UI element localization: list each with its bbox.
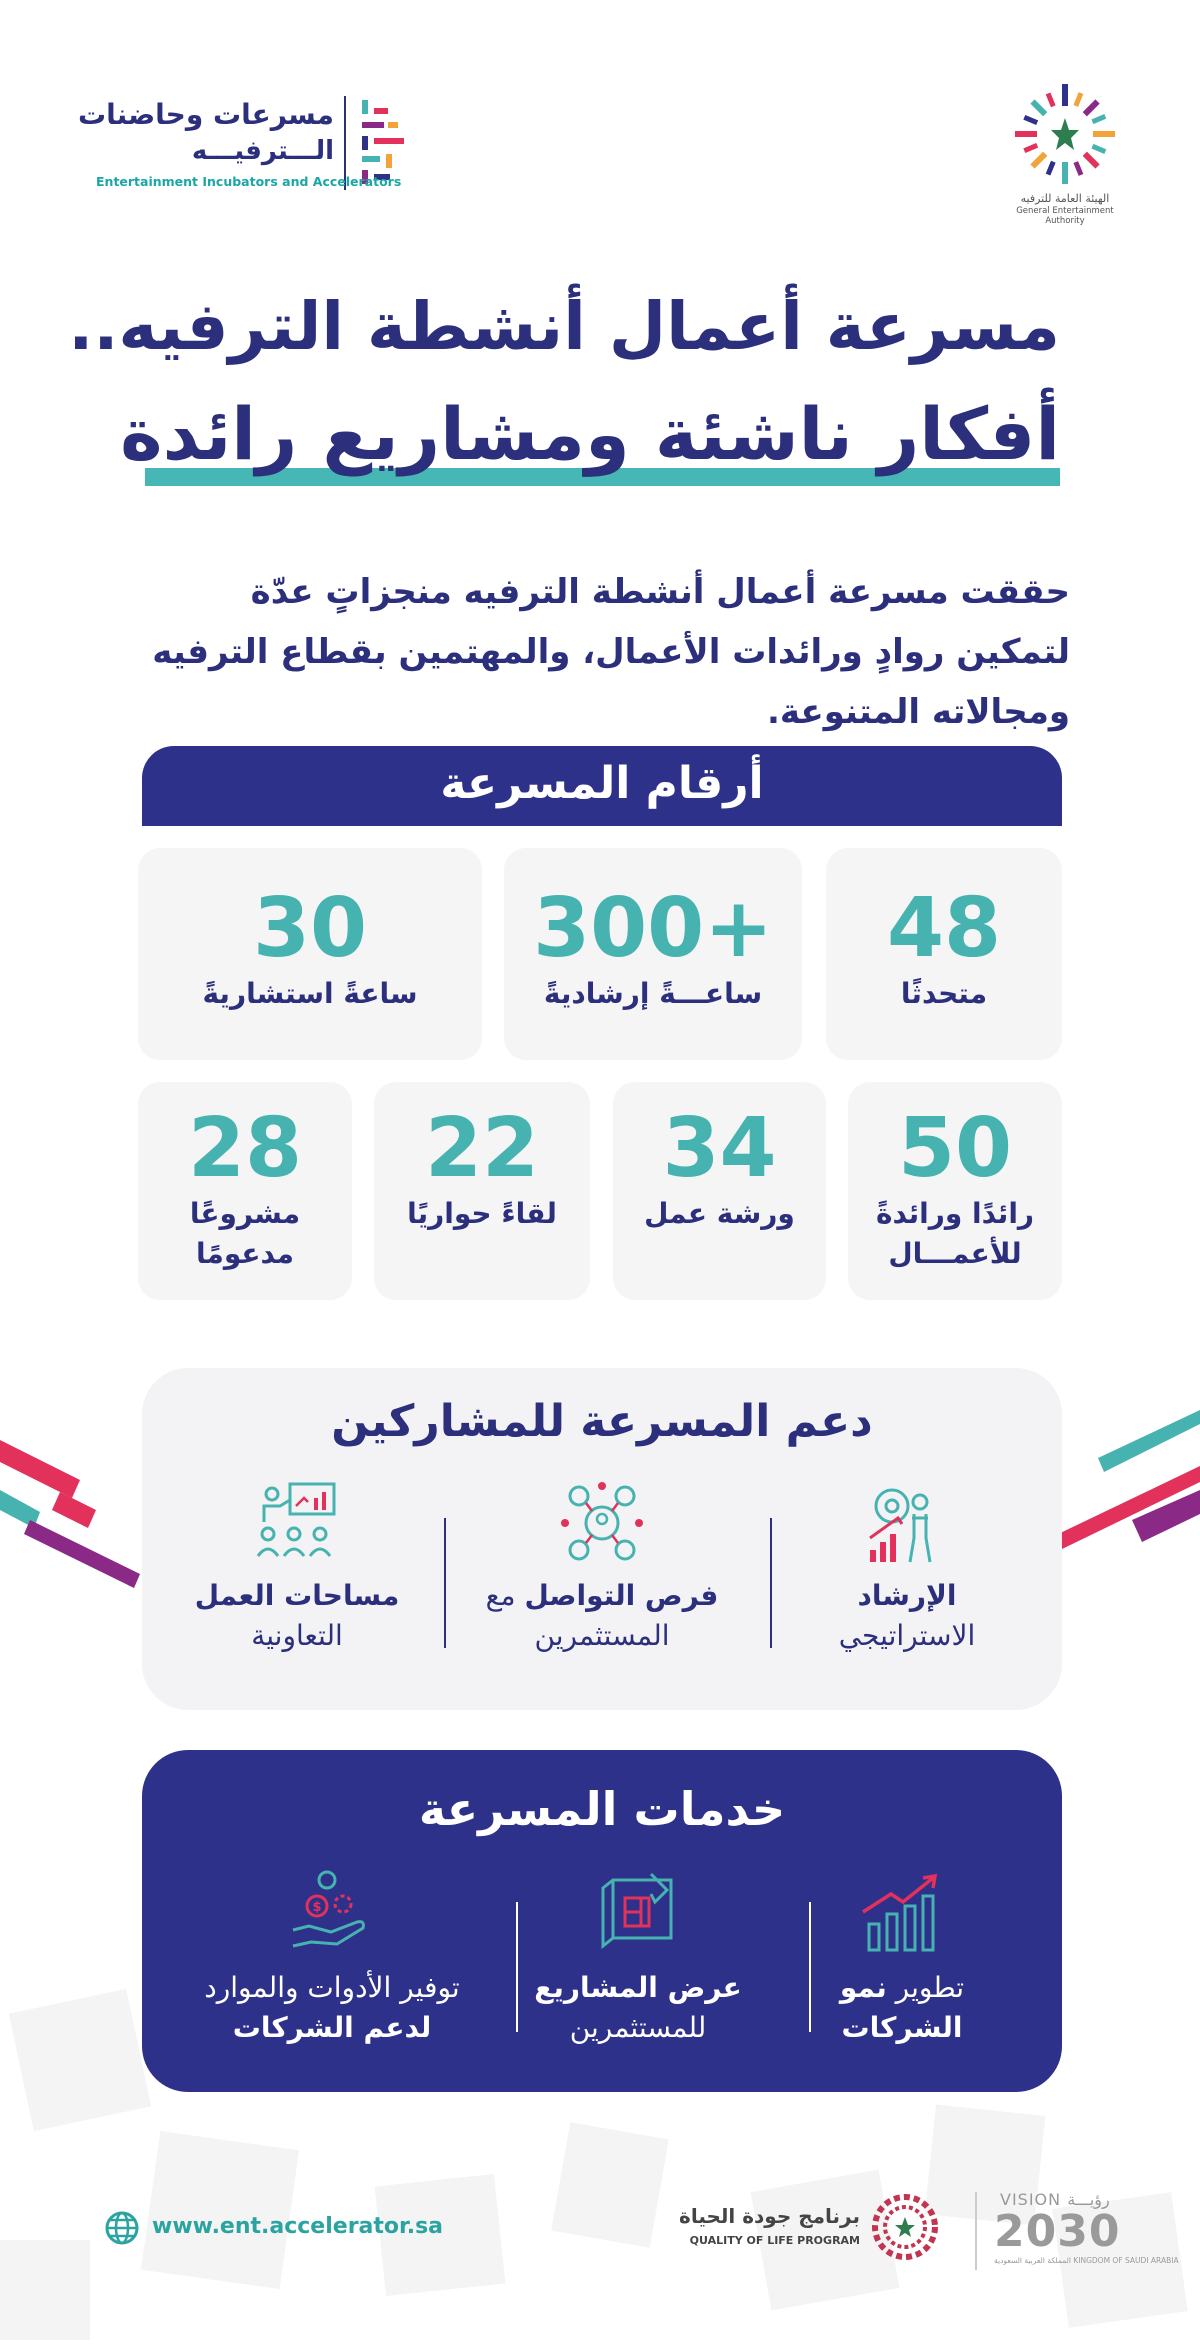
service-item-line1: توفير الأدوات والموارد (204, 1971, 460, 2004)
network-icon (557, 1478, 647, 1568)
service-item-project-showcase (518, 1868, 758, 2048)
stat-value: 30 (252, 881, 368, 976)
gea-logo (1000, 80, 1140, 226)
stat-card-dialogues (374, 1082, 590, 1300)
qol-name-ar: برنامج جودة الحياة (679, 2204, 860, 2228)
stat-card-consulting-hours (138, 848, 482, 1060)
stat-label: للأعمـــال (888, 1237, 1022, 1270)
support-item-line2: التعاونية (251, 1619, 343, 1652)
support-panel (142, 1368, 1062, 1710)
support-item-line1-rest: مع (485, 1579, 525, 1612)
stat-label: ورشة عمل (644, 1197, 795, 1230)
stat-value: 34 (662, 1101, 777, 1196)
globe-icon (104, 2210, 140, 2246)
gea-name-ar: الهيئة العامة للترفيه (1020, 192, 1110, 205)
accelerator-logo (77, 92, 426, 202)
stat-card-mentoring-hours (504, 848, 802, 1060)
strategy-gear-icon (862, 1478, 952, 1568)
stat-label: رائدًا ورائدةً (875, 1197, 1035, 1230)
stat-label: مدعومًا (195, 1237, 295, 1270)
gea-name-en: General Entertainment Authority (1016, 206, 1114, 226)
stat-card-workshops (613, 1082, 826, 1300)
vision-subtitle: المملكة العربية السعودية KINGDOM OF SAUDI ARABIA (994, 2256, 1179, 2265)
left-stripes-decoration (0, 1440, 140, 1590)
stat-card-speakers (826, 848, 1062, 1060)
website-link[interactable] (104, 2210, 444, 2250)
vision-2030-logo (990, 2190, 1179, 2270)
page-title-line2: أفكار ناشئة ومشاريع رائدة (120, 392, 1060, 476)
service-item-company-growth (782, 1868, 1022, 2048)
stat-value: 50 (897, 1101, 1013, 1196)
service-item-line1 (782, 1968, 1022, 2008)
page-title-line1: مسرعة أعمال أنشطة الترفيه.. (68, 288, 1060, 365)
blueprint-icon (593, 1868, 683, 1958)
growth-chart-icon (857, 1868, 947, 1958)
service-item-line1-rest: تطوير (886, 1971, 965, 2004)
support-item-line2: الاستراتيجي (838, 1619, 976, 1652)
stat-label: متحدثًا (900, 977, 988, 1010)
page-title-line2-wrap (120, 392, 1060, 492)
support-item-line1: مساحات العمل (194, 1579, 400, 1612)
stat-card-entrepreneurs (848, 1082, 1062, 1300)
services-panel (142, 1750, 1062, 2092)
services-divider (809, 1902, 811, 2032)
services-divider (516, 1902, 518, 2032)
support-item-line1: الإرشاد (857, 1579, 957, 1612)
gea-emblem-icon (1000, 80, 1130, 190)
service-item-line1: عرض المشاريع (534, 1971, 742, 2004)
stat-value: 22 (424, 1101, 540, 1196)
support-item-investor-networking (467, 1478, 737, 1656)
vision-title: VISION رؤيـــة (1000, 2190, 1110, 2209)
services-title: خدمات المسرعة (418, 1782, 786, 1836)
stat-value: 28 (187, 1101, 303, 1196)
support-item-line2: المستثمرين (534, 1619, 670, 1652)
stat-card-projects (138, 1082, 352, 1300)
stat-label: ساعـــةً إرشاديةً (543, 977, 763, 1010)
stat-label: لقاءً حواريًا (407, 1197, 557, 1230)
presentation-icon (252, 1478, 342, 1568)
footer-divider (975, 2192, 977, 2270)
numbers-section-title: أرقام المسرعة (142, 746, 1062, 826)
support-divider (770, 1518, 772, 1648)
resources-hand-icon (287, 1868, 377, 1958)
support-item-line1-bold: فرص التواصل (524, 1579, 719, 1612)
qol-name-en: QUALITY OF LIFE PROGRAM (689, 2234, 860, 2247)
intro-paragraph: حققت مسرعة أعمال أنشطة الترفيه منجزاتٍ عدّة لتمكين روادٍ ورائدات الأعمال، والمهتمين بقطاع الترفيه ومجالاته المتنوعة. (152, 572, 1070, 732)
support-title: دعم المسرعة للمشاركين (331, 1396, 873, 1447)
quality-of-life-logo (679, 2192, 950, 2262)
service-item-tools-resources (172, 1868, 492, 2048)
stat-value: 48 (886, 881, 1002, 976)
logo-name-en: Entertainment Incubators and Accelerators (96, 174, 402, 189)
support-item-strategic-mentoring (772, 1478, 1042, 1656)
stat-label: مشروعًا (189, 1197, 301, 1230)
logo-name-line2: الـــترفيـــه (191, 136, 334, 166)
vision-year: 2030 (994, 2206, 1121, 2257)
logo-name-line1: مسرعات وحاضنات (77, 98, 334, 131)
support-item-line1 (467, 1576, 737, 1616)
service-item-line1-bold: نمو (839, 1971, 887, 2004)
website-url: www.ent.accelerator.sa (152, 2214, 444, 2239)
service-item-line2: الشركات (841, 2011, 963, 2044)
service-item-line2: للمستثمرين (569, 2011, 707, 2044)
stat-label: ساعةً استشاريةً (202, 977, 418, 1010)
support-item-coworking-spaces (162, 1478, 432, 1656)
quality-of-life-emblem-icon (870, 2192, 940, 2262)
service-item-line2: لدعم الشركات (232, 2011, 432, 2044)
svg-text:$: $ (312, 1900, 322, 1915)
right-stripes-decoration (1060, 1410, 1200, 1560)
support-divider (444, 1518, 446, 1648)
stat-value: 300+ (533, 881, 773, 976)
